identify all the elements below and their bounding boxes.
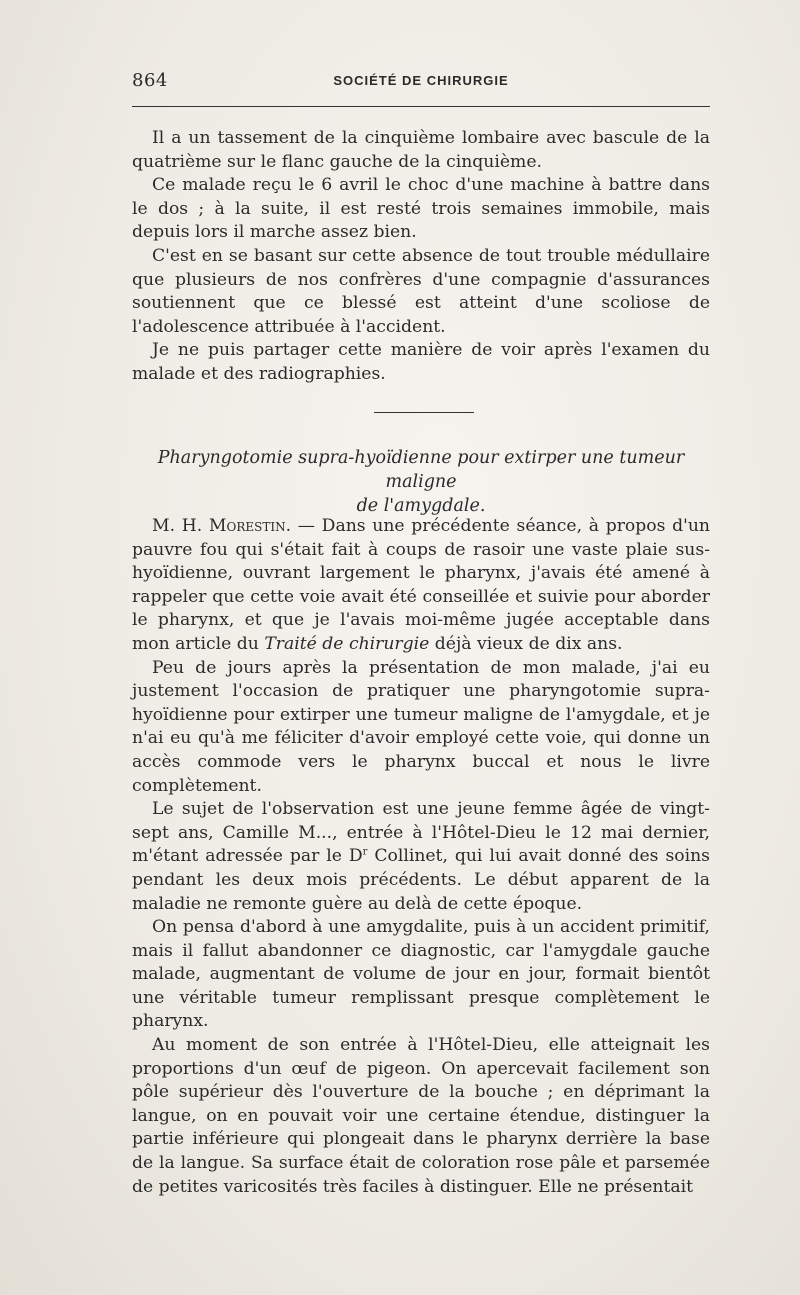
page-number: 864 (132, 70, 168, 91)
paragraph (132, 798, 710, 916)
cited-work-title: Traité de chirurgie (264, 633, 430, 654)
paragraph: Je ne puis partager cette manière de voir après l'examen du malade et des radiographies. (132, 340, 710, 384)
article-title-line-1: Pharyngotomie supra-hyoïdienne pour extirper une tumeur maligne (157, 448, 685, 492)
article-title-line-2: de l'amygdale. (356, 496, 486, 516)
paragraph-text: déjà vieux de dix ans. (429, 633, 623, 654)
continued-text-block (132, 127, 710, 387)
author-name: Morestin (208, 516, 286, 536)
page-header (132, 70, 710, 96)
paragraph: Au moment de son entrée à l'Hôtel-Dieu, elle atteignait les proportions d'un œuf de pigeon. On apercevait facilement son pôle supérieur dès l'ouverture de la bouche ; en déprimant la langue, on en pouvait voir une certaine étendue, distinguer la partie inférieure qui plongeait dans le pharynx derrière la base de la langue. Sa surface était de coloration rose pâle et parsemée de petites varicosités très faciles à distinguer. Elle ne présentait (132, 1035, 710, 1197)
paragraph-text: Collinet, qui lui avait donné des soins pendant les deux mois précédents. Le début apparent de la maladie ne remonte guère au delà de cette époque. (132, 846, 710, 914)
paragraph: Il a un tassement de la cinquième lombaire avec bascule de la quatrième sur le flanc gauche de la cinquième. (132, 128, 710, 172)
running-head: SOCIÉTÉ DE CHIRURGIE (333, 73, 509, 88)
paragraph: On pensa d'abord à une amygdalite, puis à un accident primitif, mais il fallut abandonner ce diagnostic, car l'amygdale gauche malade, augmentant de volume de jour en jour, formait bientôt une véritable tumeur remplissant presque complètement le pharynx. (132, 917, 710, 1032)
paragraph: Peu de jours après la présentation de mon malade, j'ai eu justement l'occasion de pratiquer une pharyngotomie supra-hyoïdienne pour extirper une tumeur maligne de l'amygdale, et je n'ai eu qu'à me féliciter d'avoir employé cette voie, qui donne un accès commode vers le pharynx buccal et nous le livre complètement. (132, 657, 710, 796)
author-prefix: M. H. (152, 516, 209, 536)
article-body (132, 515, 710, 1199)
paragraph: Ce malade reçu le 6 avril le choc d'une machine à battre dans le dos ; à la suite, il est resté trois semaines immobile, mais depuis lors il marche assez bien. (132, 175, 710, 243)
article-title (132, 446, 710, 518)
paragraph: C'est en se basant sur cette absence de tout trouble médullaire que plusieurs de nos confrères d'une compagnie d'assurances soutiennent que ce blessé est atteint d'une scoliose de l'adolescence attribuée à l'accident. (132, 245, 710, 337)
superscript: r (362, 846, 368, 858)
section-divider (374, 412, 474, 413)
paragraph-text: Le sujet de l'observation est une jeune femme âgée de vingt-sept ans, Camille M..., entrée à l'Hôtel-Dieu le 12 mai dernier, m'étant adressée par le D (132, 799, 710, 867)
paragraph-text: . — Dans une précédente séance, à propos d'un pauvre fou qui s'était fait à coups de rasoir une vaste plaie sus-hyoïdienne, ouvrant largement le pharynx, j'avais été amené à rappeler que cette voie avait été conseillée et suivie pour aborder le pharynx, et que je l'avais moi-même jugée acceptable dans mon article du (132, 516, 711, 654)
paragraph-author-intro (132, 515, 710, 657)
header-rule (132, 106, 710, 107)
